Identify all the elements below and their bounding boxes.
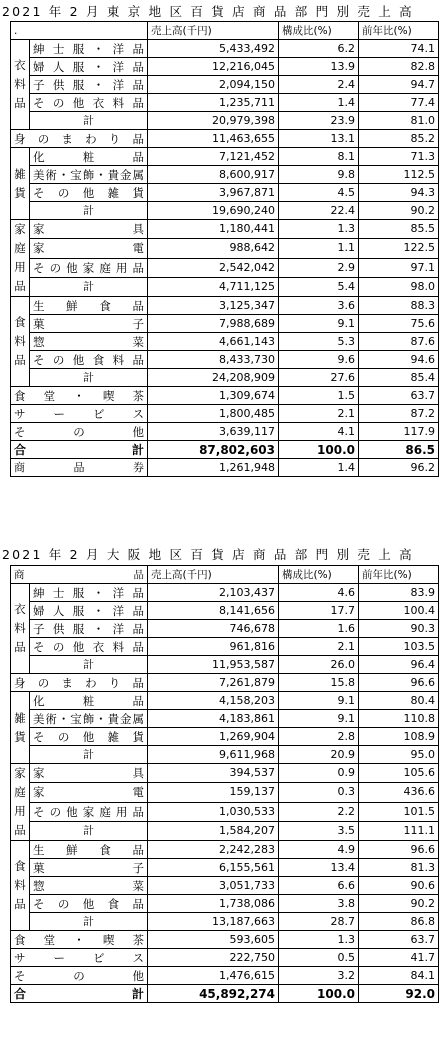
item-name: 美術・宝飾・貴金属 [30,166,148,184]
voucher-char: 商 [14,460,25,474]
grand-total-row [11,985,439,1003]
table-row [11,895,439,913]
yoy-cell: 81.0 [359,112,439,130]
item-name: 家具 [30,220,148,239]
header-right-label: 品 [133,568,144,581]
service-row [11,405,439,423]
ratio-cell: 8.1 [279,148,359,166]
ratio-cell: 1.6 [279,620,359,638]
category-label: 食料品 [11,297,30,387]
yoy-cell: 117.9 [359,423,439,441]
category-label: 衣料品 [11,40,30,130]
table-row [11,638,439,656]
sales-cell: 3,967,871 [148,184,279,202]
sales-cell: 1,030,533 [148,802,279,821]
yoy-cell: 108.9 [359,728,439,746]
sales-cell: 13,187,663 [148,913,279,931]
item-name: その他雑貨 [30,728,148,746]
item-name: その他雑貨 [30,184,148,202]
item-name: 菓子 [30,315,148,333]
ratio-cell: 20.9 [279,746,359,764]
table-row [11,877,439,895]
yoy-cell: 112.5 [359,166,439,184]
grand-total-label [11,441,148,459]
table-row [11,841,439,859]
ratio-cell: 4.5 [279,184,359,202]
sales-cell: 1,180,441 [148,220,279,239]
ratio-cell: 13.1 [279,130,359,148]
sales-cell: 7,988,689 [148,315,279,333]
subtotal-label: 計 [30,656,148,674]
item-name: 惣菜 [30,877,148,895]
subtotal-row [11,746,439,764]
sales-cell: 11,463,655 [148,130,279,148]
sales-cell: 1,309,674 [148,387,279,405]
other-row [11,967,439,985]
item-name: 紳士服・洋品 [30,584,148,602]
sales-cell: 8,141,656 [148,602,279,620]
grand-total-right: 計 [131,986,144,1001]
sales-cell: 988,642 [148,239,279,258]
ratio-cell: 1.1 [279,239,359,258]
ratio-cell: 5.4 [279,277,359,296]
ratio-cell: 3.8 [279,895,359,913]
yoy-cell: 80.4 [359,692,439,710]
subtotal-label: 計 [30,369,148,387]
yoy-cell: 85.2 [359,130,439,148]
yoy-cell: 98.0 [359,277,439,296]
yoy-cell: 82.8 [359,58,439,76]
yoy-cell: 97.1 [359,258,439,277]
yoy-cell: 83.9 [359,584,439,602]
row-label: 食堂・喫茶 [11,931,148,949]
ratio-cell: 1.4 [279,94,359,112]
voucher-char: 品 [73,460,85,474]
sales-cell: 2,103,437 [148,584,279,602]
row-label: サービス [11,405,148,423]
ratio-cell: 9.1 [279,692,359,710]
sales-cell: 3,051,733 [148,877,279,895]
ratio-cell: 0.3 [279,783,359,802]
ratio-cell: 2.8 [279,728,359,746]
header-ratio: 構成比(%) [279,22,359,40]
category-label: 衣料品 [11,584,30,674]
sales-cell: 9,611,968 [148,746,279,764]
ratio-cell: 2.1 [279,638,359,656]
yoy-cell: 41.7 [359,949,439,967]
yoy-cell: 110.8 [359,710,439,728]
personal-goods-row [11,130,439,148]
table-row [11,166,439,184]
item-name: 家電 [30,783,148,802]
ratio-cell: 23.9 [279,112,359,130]
sales-cell: 961,816 [148,638,279,656]
ratio-cell: 100.0 [279,441,359,459]
table-row [11,184,439,202]
header-left-label: . [14,24,18,37]
ratio-cell: 27.6 [279,369,359,387]
subtotal-label: 計 [30,202,148,220]
osaka-sales-table [10,565,439,1003]
item-name: 家具 [30,764,148,783]
yoy-cell: 101.5 [359,802,439,821]
header-row [11,22,439,40]
item-name: その他食品 [30,895,148,913]
sales-cell: 3,125,347 [148,297,279,315]
table-row [11,148,439,166]
ratio-cell: 9.6 [279,351,359,369]
yoy-cell: 96.6 [359,841,439,859]
ratio-cell: 2.1 [279,405,359,423]
yoy-cell: 92.0 [359,985,439,1003]
subtotal-row [11,202,439,220]
category-label: 雑貨 [11,692,30,764]
table-row [11,333,439,351]
ratio-cell: 0.9 [279,764,359,783]
table-row [11,859,439,877]
ratio-cell: 3.2 [279,967,359,985]
yoy-cell: 63.7 [359,387,439,405]
yoy-cell: 75.6 [359,315,439,333]
ratio-cell: 4.1 [279,423,359,441]
sales-cell: 8,600,917 [148,166,279,184]
sales-cell: 24,208,909 [148,369,279,387]
sales-cell: 7,121,452 [148,148,279,166]
sales-cell: 87,802,603 [148,441,279,459]
table-row [11,764,439,783]
ratio-cell: 15.8 [279,674,359,692]
ratio-cell: 28.7 [279,913,359,931]
table-row [11,76,439,94]
item-name: 紳士服・洋品 [30,40,148,58]
yoy-cell: 87.2 [359,405,439,423]
header-row [11,566,439,584]
ratio-cell: 2.4 [279,76,359,94]
item-name: その他食料品 [30,351,148,369]
sales-cell: 2,094,150 [148,76,279,94]
sales-cell: 11,953,587 [148,656,279,674]
yoy-cell: 71.3 [359,148,439,166]
sales-cell: 4,661,143 [148,333,279,351]
ratio-cell: 13.9 [279,58,359,76]
table-row [11,239,439,258]
yoy-cell: 94.7 [359,76,439,94]
ratio-cell: 13.4 [279,859,359,877]
dining-row [11,387,439,405]
item-name: 美術・宝飾・貴金属 [30,710,148,728]
ratio-cell: 6.6 [279,877,359,895]
yoy-cell: 63.7 [359,931,439,949]
yoy-cell: 111.1 [359,821,439,840]
ratio-cell: 100.0 [279,985,359,1003]
subtotal-row [11,369,439,387]
row-label: その他 [11,967,148,985]
yoy-cell: 96.6 [359,674,439,692]
osaka-title: 2021 年 2 月 大 阪 地 区 百 貨 店 商 品 部 門 別 売 上 高 [2,547,414,562]
sales-cell: 4,158,203 [148,692,279,710]
ratio-cell: 3.6 [279,297,359,315]
table-row [11,602,439,620]
row-label: サービス [11,949,148,967]
category-label: 食料品 [11,841,30,931]
subtotal-label: 計 [30,112,148,130]
sales-cell: 1,269,904 [148,728,279,746]
ratio-cell: 9.1 [279,710,359,728]
item-name: 婦人服・洋品 [30,58,148,76]
subtotal-row [11,913,439,931]
item-name: その他衣料品 [30,638,148,656]
header-ratio: 構成比(%) [279,566,359,584]
item-name: 菓子 [30,859,148,877]
subtotal-row [11,656,439,674]
row-label: その他 [11,423,148,441]
ratio-cell: 4.9 [279,841,359,859]
ratio-cell: 1.4 [279,459,359,477]
yoy-cell: 86.5 [359,441,439,459]
item-name: 生鮮食品 [30,841,148,859]
sales-cell: 394,537 [148,764,279,783]
header-sales: 売上高(千円) [148,22,279,40]
yoy-cell: 96.2 [359,459,439,477]
ratio-cell: 9.8 [279,166,359,184]
item-name: 家電 [30,239,148,258]
yoy-cell: 103.5 [359,638,439,656]
yoy-cell: 81.3 [359,859,439,877]
item-name: 化粧品 [30,692,148,710]
subtotal-label: 計 [30,913,148,931]
sales-cell: 20,979,398 [148,112,279,130]
header-yoy: 前年比(%) [359,566,439,584]
sales-cell: 7,261,879 [148,674,279,692]
sales-cell: 4,711,125 [148,277,279,296]
sales-cell: 1,738,086 [148,895,279,913]
sales-cell: 4,183,861 [148,710,279,728]
yoy-cell: 90.3 [359,620,439,638]
table-row [11,258,439,277]
sales-cell: 1,476,615 [148,967,279,985]
ratio-cell: 6.2 [279,40,359,58]
voucher-row [11,459,439,477]
table-row [11,315,439,333]
yoy-cell: 96.4 [359,656,439,674]
table-row [11,783,439,802]
personal-goods-row [11,674,439,692]
table-row [11,297,439,315]
header-category-cell [11,566,148,584]
ratio-cell: 22.4 [279,202,359,220]
voucher-char: 券 [133,460,144,474]
yoy-cell: 95.0 [359,746,439,764]
category-label: 雑貨 [11,148,30,220]
ratio-cell: 4.6 [279,584,359,602]
sales-cell: 6,155,561 [148,859,279,877]
category-label: 家庭用品 [11,220,30,297]
sales-cell: 2,242,283 [148,841,279,859]
subtotal-row [11,277,439,296]
grand-total-row [11,441,439,459]
yoy-cell: 94.6 [359,351,439,369]
item-name: 子供服・洋品 [30,76,148,94]
sales-cell: 45,892,274 [148,985,279,1003]
grand-total-left: 合 [14,442,27,457]
table-row [11,710,439,728]
subtotal-label: 計 [30,277,148,296]
item-name: 子供服・洋品 [30,620,148,638]
row-label: 身のまわり品 [11,674,148,692]
row-label: 身のまわり品 [11,130,148,148]
sales-cell: 222,750 [148,949,279,967]
item-name: その他家庭用品 [30,802,148,821]
sales-cell: 19,690,240 [148,202,279,220]
table-row [11,728,439,746]
ratio-cell: 5.3 [279,333,359,351]
table-row [11,584,439,602]
grand-total-label [11,985,148,1003]
service-row [11,949,439,967]
yoy-cell: 88.3 [359,297,439,315]
category-label: 家庭用品 [11,764,30,841]
item-name: 生鮮食品 [30,297,148,315]
sales-cell: 2,542,042 [148,258,279,277]
item-name: 惣菜 [30,333,148,351]
item-name: その他家庭用品 [30,258,148,277]
ratio-cell: 2.2 [279,802,359,821]
sales-cell: 12,216,045 [148,58,279,76]
header-yoy: 前年比(%) [359,22,439,40]
yoy-cell: 90.2 [359,895,439,913]
grand-total-left: 合 [14,986,27,1001]
sales-cell: 1,584,207 [148,821,279,840]
subtotal-label: 計 [30,746,148,764]
sales-cell: 746,678 [148,620,279,638]
ratio-cell: 2.9 [279,258,359,277]
other-row [11,423,439,441]
table-row [11,58,439,76]
sales-cell: 593,605 [148,931,279,949]
yoy-cell: 86.8 [359,913,439,931]
sales-cell: 159,137 [148,783,279,802]
header-left-label: 商 [14,568,25,581]
tokyo-sales-table [10,21,439,477]
sales-cell: 1,800,485 [148,405,279,423]
table-row [11,220,439,239]
table-row [11,620,439,638]
sales-cell: 3,639,117 [148,423,279,441]
yoy-cell: 77.4 [359,94,439,112]
subtotal-row [11,112,439,130]
tokyo-title: 2021 年 2 月 東 京 地 区 百 貨 店 商 品 部 門 別 売 上 高 [2,4,414,19]
table-row [11,692,439,710]
yoy-cell: 74.1 [359,40,439,58]
yoy-cell: 90.2 [359,202,439,220]
table-row [11,351,439,369]
grand-total-right: 計 [131,442,144,457]
row-label: 食堂・喫茶 [11,387,148,405]
ratio-cell: 9.1 [279,315,359,333]
ratio-cell: 17.7 [279,602,359,620]
yoy-cell: 436.6 [359,783,439,802]
voucher-label [11,459,148,477]
table-row [11,40,439,58]
ratio-cell: 3.5 [279,821,359,840]
yoy-cell: 105.6 [359,764,439,783]
sales-cell: 8,433,730 [148,351,279,369]
header-sales: 売上高(千円) [148,566,279,584]
table-row [11,802,439,821]
item-name: 化粧品 [30,148,148,166]
subtotal-row [11,821,439,840]
ratio-cell: 26.0 [279,656,359,674]
sales-cell: 1,261,948 [148,459,279,477]
item-name: その他衣料品 [30,94,148,112]
yoy-cell: 122.5 [359,239,439,258]
sales-cell: 5,433,492 [148,40,279,58]
header-category-cell [11,22,148,40]
table-row [11,94,439,112]
sales-cell: 1,235,711 [148,94,279,112]
ratio-cell: 0.5 [279,949,359,967]
yoy-cell: 100.4 [359,602,439,620]
yoy-cell: 85.5 [359,220,439,239]
ratio-cell: 1.3 [279,220,359,239]
item-name: 婦人服・洋品 [30,602,148,620]
dining-row [11,931,439,949]
yoy-cell: 90.6 [359,877,439,895]
subtotal-label: 計 [30,821,148,840]
ratio-cell: 1.3 [279,931,359,949]
yoy-cell: 94.3 [359,184,439,202]
yoy-cell: 87.6 [359,333,439,351]
ratio-cell: 1.5 [279,387,359,405]
yoy-cell: 84.1 [359,967,439,985]
yoy-cell: 85.4 [359,369,439,387]
